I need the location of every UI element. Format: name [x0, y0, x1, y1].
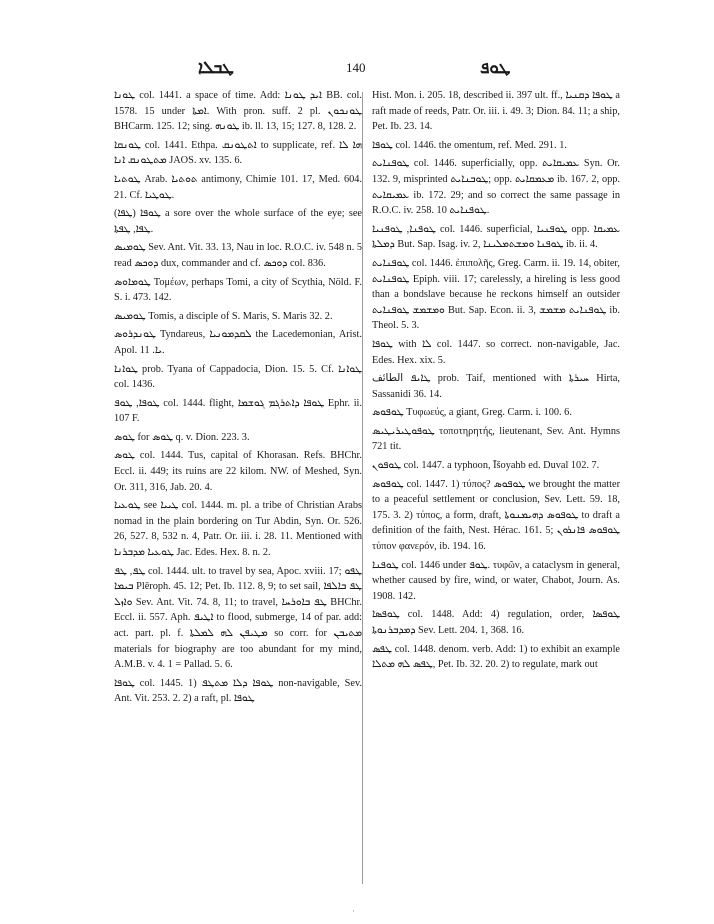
dictionary-entry: ܛܘܢܕܪܘܣ Tyndareus, ܠܩܕܡܘܢܝܐ the Lacedemonian, Arist. Apol. ܝܐ. 11. [114, 329, 362, 356]
dictionary-entry: ܛܘܥܝܐ see ܛܝܝܐ col. 1444. m. pl. a tribe of Christian Arabs nomad in the plain bordering on Tur Abdin, Syn. Or. 526. 26, 527. 8, 532 n. 4, Patr. Or. iii. i. 28. 11. Mentioned with ܛܘܥܝܐ ܡܕܒܪܢܐ Jac. Edes. Hex. 8. n. 2. [114, 500, 363, 559]
dictionary-entry: ܛܘܡܐܘܣ Τομέων, perhaps Tomi, a city of Scythia, Nöld. F. S. i. 473. 142. [114, 276, 362, 304]
dictionary-entry: ܛܘܢܐ col. 1441. a space of time. Add: ܐܝܕ ܛܘܢܐ BB. col. 1578. 15 under ܐܡܬܐ. With pron. suff. 2 pl. ܛܘܢܟܘܢ BHCarm. 125. 12; sing. ܛܘܢܗ ib. ll. 13, 15; 127. 8, 128. 2. [114, 90, 362, 133]
dictionary-entry: ܛܘܦܐ with ܠܐ col. 1447. so correct. non-navigable, Jac. Edes. Hex. xix. 5. [372, 338, 620, 366]
running-head-right-word: ܛܘܦ [480, 58, 511, 78]
dictionary-entry: ܛܘܦܘܣ Τυφωεύς, a giant, Greg. Carm. i. 100. 6. [372, 407, 572, 419]
dictionary-entry: ܛܘܐܢܐ prob. Tyana of Cappadocia, Dion. 15. 5. Cf. ܛܘܐܢܐ col. 1436. [114, 363, 362, 391]
running-head-left-word: ܛܒܠܐ [198, 58, 234, 78]
dictionary-entry: ܛܦܣ col. 1448. denom. verb. Add: 1) to exhibit an example ܛܦܣ ܠܗ ܡܬܠܐ, Pet. Ib. 32. 20. 2) to regulate, mark out [372, 643, 620, 671]
dictionary-entry: Hist. Mon. i. 205. 18, described ii. 397 ult. ff., ܛܘܦܐ ܕܩܢܝܐ a raft made of reeds, Patr. Or. iii. i. 49. 3; Dion. 84. 11; a ship, Pet. Ib. 23. 14. [372, 90, 620, 133]
left-column [114, 88, 362, 710]
dictionary-entry: ܛܘܦܐ col. 1445. 1) ܛܘܦܐ ܕܠܐ ܡܬܛܦ non-navigable, Sev. Ant. Vit. 253. 2. 2) a raft, pl. ܛܘܦܐ [114, 677, 362, 705]
dictionary-entry: ܛܘܦܢܐ col. 1446 under ܛܘܦ. τυφῶν, a cataclysm in general, whether caused by fire, wind, or water, Chabot, Journ. As. 1908. 142. [372, 559, 620, 602]
dictionary-entry: ܛܦ, ܛܦ col. 1444. ult. to travel by sea, Apoc. xviii. 17; ܛܦܘ ܒܝܡܐ Plēroph. 45. 12; Pet. Ib. 112. 8, 9; to set sail, ܛܦ ܒܐܠܦܐ ܘܐܙܠ Sev. Ant. Vit. 74. 8, 11; to travel, ܛܦ ܒܐܘܪܚܐ BHChr. Eccl. ii. 557. Aph. ܐܛܝܦ to flood, submerge, 14 of par. add: act. part. pl. f. ܡܛܝܦܢ ܠܗ ܠܡܠܬܐ so corr. for ܡܬܝܒܢ materials for biography are too abundant for my mind, A.M.B. v. 4. 1 = Pallad. 5. 6. [114, 565, 363, 671]
dictionary-entry: ܛܘܡܝܣ Tomis, a disciple of S. Maris, S. Maris 32. 2. [114, 310, 333, 322]
dictionary-entry: ܛܘܡܝܣ Sev. Ant. Vit. 33. 13, Nau in loc. R.O.C. iv. 548 n. 5 read ܕܘܟܣ dux, commander and cf. ܕܘܟܣ col. 836. [114, 242, 363, 269]
page-number: 140 [346, 60, 366, 75]
dictionary-entry: ܛܘܦܐ col. 1446. the omentum, ref. Med. 291. 1. [372, 139, 567, 151]
dictionary-entry: ܛܘܦܘܛܝܪܝܛܝܣ τοποτηρητής, lieutenant, Sev. Ant. Hymns 721 tit. [372, 425, 620, 453]
dictionary-entry: ܛܘܣ for ܛܘܣ q. v. Dion. 223. 3. [114, 431, 250, 443]
running-head [0, 58, 714, 84]
dictionary-entry: ܛܘܬܝܐ Arab. ܬܘܬܝܐ antimony, Chimie 101. 17, Med. 604. 21. Cf. ܛܘܛܝܐ. [114, 173, 362, 201]
dictionary-entry: ܛܘܦܣܐ col. 1448. Add: 4) regulation, order, ܛܘܦܣܐ ܕܡܕܒܪܢܘܬܐ Sev. Lett. 204. 1, 368. 16. [372, 609, 620, 636]
footer-mark: · [352, 906, 355, 916]
dictionary-entry: ܛܘܦܘܢ col. 1447. a typhoon, Īšoyahb ed. Duval 102. 7. [372, 460, 600, 472]
dictionary-entry: ܛܘܦܘܣ col. 1447. 1) τύπος? ܛܘܦܘܣ we brought the matter to a peaceful settlement or conclusion, Sev. Lett. 59. 18, 175. 3. 2) τύπος, a form, draft, ܛܘܦܘܣ ܕܗܝܡܢܘܬܐ to draft a definition of the faith, Nest. Hérac. 161. 5; ܛܘܦܘܣ ܦܐܢܪܘܢ τύπον φανερόν, ib. 194. 16. [372, 478, 621, 553]
dictionary-entry: ܛܐܝܦ الطائف prob. Taif, mentioned with ܚܝܪܬܐ Hirta, Sassanidi 36. 14. [372, 373, 620, 400]
dictionary-entry: ܛܘܦܢܐܝܬ col. 1446. superficially, opp. ܥܡܝܩܐܝܬ Syn. Or. 132. 9, misprinted ܛܘܒܢܐܝܬ; opp. ܡܥܡܩܐܝܬ ib. 167. 2, opp. ܥܡܝܩܐܝܬ ib. 172. 29; and so correct the same passage in R.O.C. iv. 258. 10 ܛܘܦܢܐܝܬ. [372, 158, 620, 217]
dictionary-entry: ܛܘܦܢܐܝܬ col. 1446. ἐπιπολῆς, Greg. Carm. ii. 19. 14, obiter, ܛܘܦܢܐܝܬ Epiph. viii. 17; carelessly, a hireling is less good than a bondslave because he reckons himself an outsider ܘܡܫܡܫ ܛܘܦܢܐܝܬ But. Sap. Econ. ii. 3, ܛܘܦܢܐܝܬ ܡܫܡܫ ib. Theol. 5. 3. [372, 257, 620, 332]
dictionary-entry: ܛܘܢܩܐ col. 1441. Ethpa. ܐܬܛܘܢܩ to supplicate, ref. ܗܐ ܠܐ ܡܬܛܘܢܩ ܐܢܐ JAOS. xv. 135. 6. [114, 139, 362, 167]
dictionary-entry: ܛܘܦܢܐ, ܛܘܦܢܝܐ col. 1446. superficial, ܛܘܦܢܝܐ opp. ܥܡܝܩܐ ܕܡܠܬܐ But. Sap. Isag. iv. 2, ܛܘܦܢܐ ܘܡܫܬܡܠܝܢܐ ib. ii. 4. [372, 223, 620, 251]
dictionary-entry: ܛܘܦܐ, ܛܘܦ col. 1444. flight, ܛܘܦܐ ܕܐܬܪܓܡ ܓܘܫܡܐ Ephr. ii. 107 F. [114, 397, 362, 425]
dictionary-entry: ܛܘܣ col. 1444. Tus, capital of Khorasan. Refs. BHChr. Eccl. ii. 449; its ruins are 22 kilom. NW. of Meshed, Syn. Or. 311, 316, Jab. 20. 4. [114, 450, 362, 493]
column-divider [362, 92, 363, 884]
right-column [372, 88, 620, 676]
dictionary-entry: ܛܘܦܐ (ܛܦܐ) a sore over the whole surface of the eye; see ܛܦܐ, ܛܦܬܐ. [114, 208, 362, 235]
